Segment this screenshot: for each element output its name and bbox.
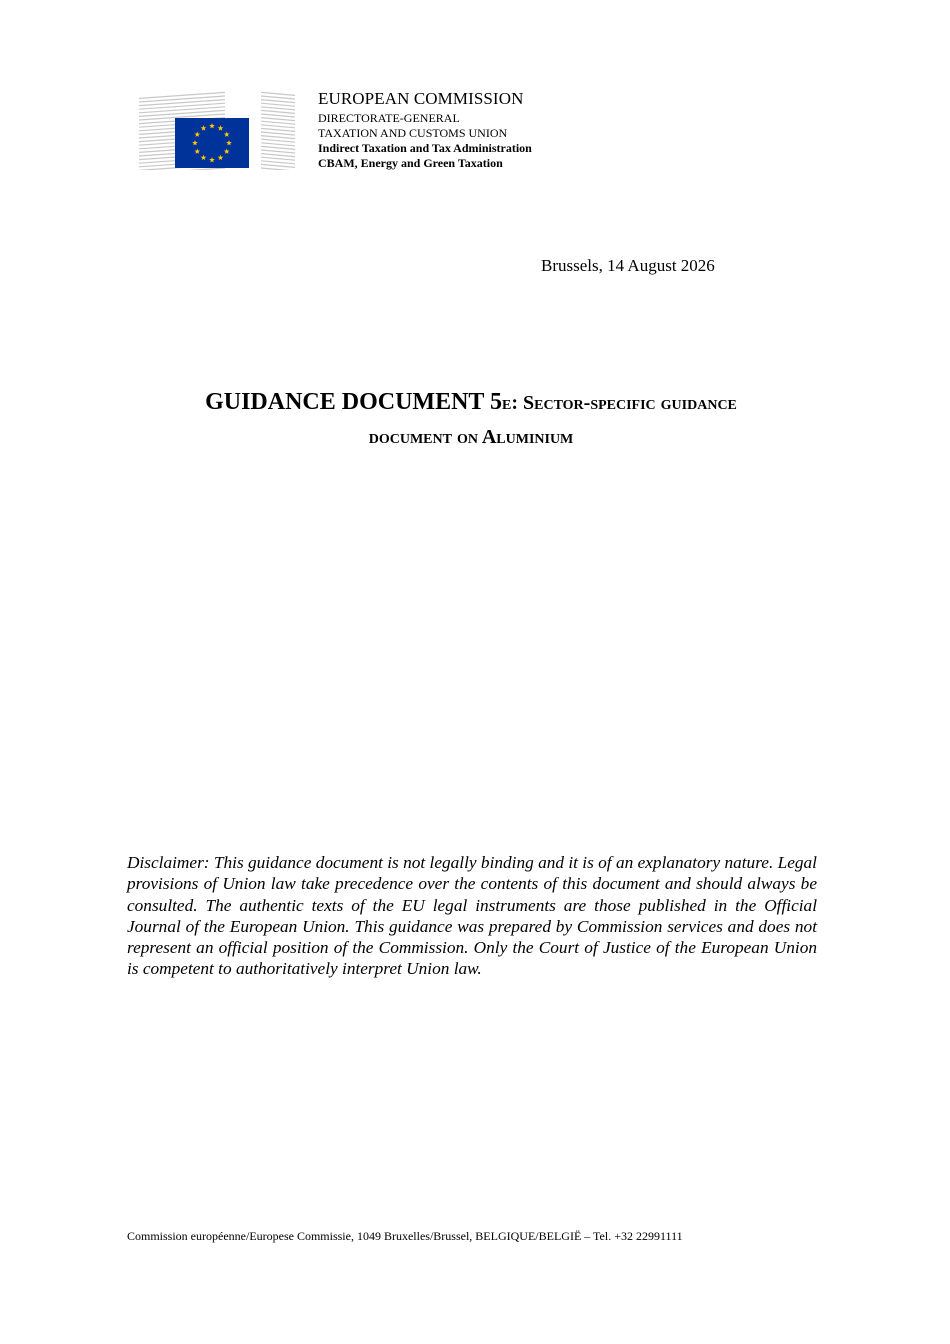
directorate-line-2: TAXATION AND CUSTOMS UNION [318, 126, 508, 140]
title-main: GUIDANCE DOCUMENT 5 [205, 389, 502, 415]
directorate-line-3: Indirect Taxation and Tax Administration [318, 141, 532, 155]
header-block [318, 90, 532, 171]
commission-building-icon [139, 82, 295, 170]
document-title [120, 386, 822, 455]
disclaimer-text: Disclaimer: This guidance document is not legally binding and it is of an explanatory nature. Legal provisions of Union law take precedence over the contents of this document and should always be consulted. The authentic texts of the EU legal instruments are those published in the Official Journal of the European Union. This guidance was prepared by Commission services and does not represent an official position of the Commission. Only the Court of Justice of the European Union is competent to authoritatively interpret Union law. [127, 853, 817, 979]
organization-name: EUROPEAN COMMISSION [318, 89, 524, 108]
document-date: Brussels, 14 August 2026 [541, 256, 715, 275]
unit-name: CBAM, Energy and Green Taxation [318, 156, 503, 170]
european-commission-logo [139, 82, 295, 170]
title-subtitle-part1: e: Sector-specific guidance [502, 392, 737, 414]
footer-address: Commission européenne/Europese Commissie, 1049 Bruxelles/Brussel, BELGIQUE/BELGIË – Tel. +32 22991111 [127, 1229, 683, 1243]
title-subtitle-part2: document on Aluminium [368, 426, 574, 448]
directorate-line-1: DIRECTORATE-GENERAL [318, 111, 460, 125]
